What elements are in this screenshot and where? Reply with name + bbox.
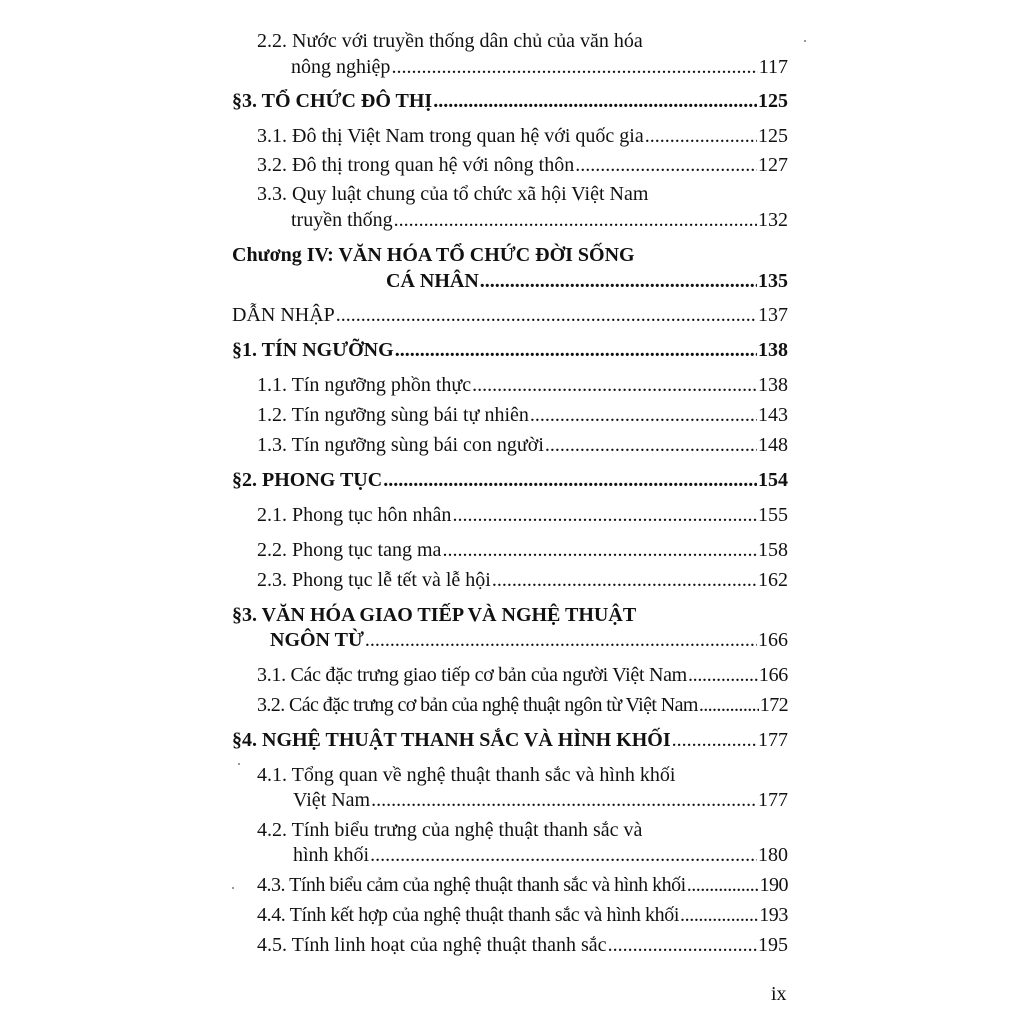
toc-page-number: 143 [758,404,788,426]
toc-entry-4-5 [257,933,788,957]
toc-entry-label: 1.1. Tín ngưỡng phồn thực [257,374,472,396]
toc-entry-label: 4.4. Tính kết hợp của nghệ thuật thanh sắc và hình khối [257,904,680,926]
dot-leader [365,628,757,652]
toc-entry-label: 2.2. Phong tục tang ma [257,539,442,561]
toc-entry-label: Việt Nam [293,789,371,811]
toc-entry-3-1b [257,663,788,687]
dot-leader [688,663,758,687]
toc-page-number: 138 [758,339,788,361]
dot-leader [492,568,757,592]
toc-entry-label: 4.5. Tính linh hoạt của nghệ thuật thanh sắc [257,934,607,956]
paper-speck [804,40,806,42]
toc-page-number: 137 [758,304,788,326]
toc-entry-2-2b [257,538,788,562]
toc-entry-3-2 [257,153,788,177]
toc-page-number: 195 [758,934,788,956]
toc-chapter-4-line1: Chương IV: VĂN HÓA TỔ CHỨC ĐỜI SỐNG [232,244,635,266]
toc-entry-4-3 [257,873,788,897]
toc-entry-label: 3.2. Các đặc trưng cơ bản của nghệ thuật ngôn từ Việt Nam [257,694,698,716]
toc-entry-4-1-line1: 4.1. Tổng quan về nghệ thuật thanh sắc và hình khối [257,764,676,786]
toc-section-3b [270,628,788,652]
dot-leader [383,468,757,492]
toc-entry-1-2 [257,403,788,427]
toc-section-2 [232,468,788,492]
toc-entry-label: 4.3. Tính biểu cảm của nghệ thuật thanh sắc và hình khối [257,874,686,896]
toc-entry-label: 1.2. Tín ngưỡng sùng bái tự nhiên [257,404,529,426]
dot-leader [472,373,757,397]
dot-leader [370,843,757,867]
toc-page-number: 117 [758,56,788,78]
dot-leader [699,693,759,717]
toc-page-number: 125 [758,125,788,147]
dot-leader [672,728,757,752]
toc-page-number: 172 [759,694,788,716]
dot-leader [433,89,757,113]
toc-entry-3-3 [291,208,788,232]
toc-intro [232,303,788,327]
toc-section-4 [232,728,788,752]
toc-entry-label: §2. PHONG TỤC [232,469,383,491]
paper-speck [232,887,234,889]
toc-entry-2-1 [257,503,788,527]
toc-entry-label: nông nghiệp [291,56,391,78]
toc-entry-label: 2.1. Phong tục hôn nhân [257,504,452,526]
dot-leader [530,403,757,427]
toc-page-number: 148 [758,434,788,456]
toc-entry-label: §4. NGHỆ THUẬT THANH SẮC VÀ HÌNH KHỐI [232,729,671,751]
toc-page-number: 154 [758,469,788,491]
table-of-contents [232,0,788,1024]
toc-entry-label: CÁ NHÂN [386,270,479,292]
page-number: ix [771,983,787,1005]
dot-leader [608,933,757,957]
toc-page-number: 138 [758,374,788,396]
toc-entry-2-2-line1: 2.2. Nước với truyền thống dân chủ của văn hóa [257,30,643,52]
toc-entry-2-2 [291,55,788,79]
toc-page-number: 135 [758,270,788,292]
toc-page-number: 177 [758,789,788,811]
toc-page-number: 155 [758,504,788,526]
dot-leader [391,55,757,79]
toc-page-number: 162 [758,569,788,591]
toc-entry-1-1 [257,373,788,397]
paper-speck [238,763,240,765]
toc-page-number: 177 [758,729,788,751]
toc-entry-1-3 [257,433,788,457]
toc-section-3b-line1: §3. VĂN HÓA GIAO TIẾP VÀ NGHỆ THUẬT [232,604,637,626]
toc-entry-label: hình khối [293,844,370,866]
toc-entry-label: 3.1. Đô thị Việt Nam trong quan hệ với quốc gia [257,125,644,147]
toc-entry-label: NGÔN TỪ [270,629,364,651]
toc-entry-4-1 [293,788,788,812]
toc-section-3 [232,89,788,113]
toc-entry-3-2b [257,693,788,717]
dot-leader [442,538,757,562]
dot-leader [645,124,757,148]
toc-entry-label: DẪN NHẬP [232,304,335,326]
toc-entry-2-3 [257,568,788,592]
toc-entry-label: 1.3. Tín ngưỡng sùng bái con người [257,434,544,456]
dot-leader [395,338,757,362]
toc-entry-4-2-line1: 4.2. Tính biểu trưng của nghệ thuật thanh sắc và [257,819,643,841]
dot-leader [680,903,758,927]
toc-page-number: 127 [758,154,788,176]
toc-page-number: 125 [758,90,788,112]
toc-page-number: 158 [758,539,788,561]
toc-page-number: 193 [759,904,788,926]
toc-entry-label: 2.3. Phong tục lễ tết và lễ hội [257,569,491,591]
toc-page-number: 190 [759,874,788,896]
toc-entry-label: 3.1. Các đặc trưng giao tiếp cơ bản của người Việt Nam [257,664,687,686]
dot-leader [545,433,757,457]
toc-entry-4-2 [293,843,788,867]
toc-entry-3-1 [257,124,788,148]
toc-page-number: 132 [758,209,788,231]
dot-leader [394,208,757,232]
dot-leader [480,269,757,293]
toc-entry-label: §1. TÍN NGƯỠNG [232,339,394,361]
toc-entry-label: truyền thống [291,209,393,231]
toc-entry-4-4 [257,903,788,927]
toc-entry-3-3-line1: 3.3. Quy luật chung của tổ chức xã hội Việt Nam [257,183,649,205]
dot-leader [336,303,757,327]
toc-entry-label: §3. TỔ CHỨC ĐÔ THỊ [232,90,433,112]
toc-page-number: 166 [758,664,788,686]
toc-page-number: 166 [758,629,788,651]
dot-leader [687,873,759,897]
toc-section-1 [232,338,788,362]
toc-chapter-4 [386,269,788,293]
toc-page-number: 180 [758,844,788,866]
dot-leader [452,503,757,527]
dot-leader [371,788,757,812]
dot-leader [575,153,757,177]
toc-entry-label: 3.2. Đô thị trong quan hệ với nông thôn [257,154,575,176]
